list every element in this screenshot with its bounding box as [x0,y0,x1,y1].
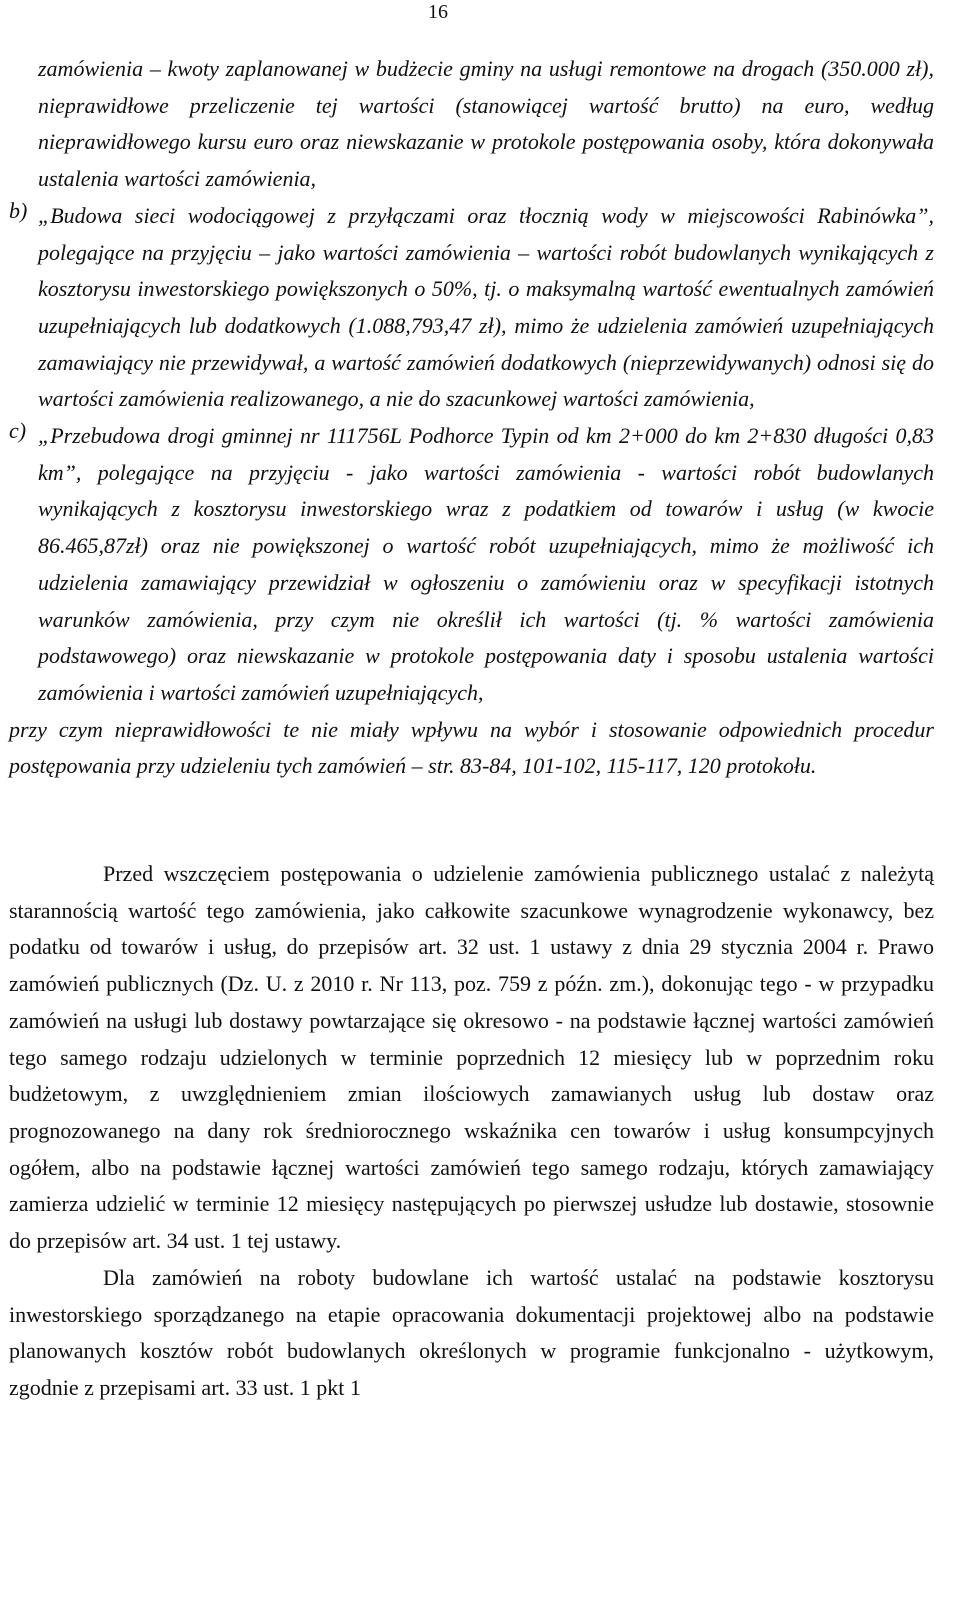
page-number: 16 [428,1,448,23]
list-item-b-text: „Budowa sieci wodociągowej z przyłączami oraz tłocznią wody w miejscowości Rabinówka”, polegające na przyjęciu – jako wartości zamówienia – wartości robót budowlanych wynikających z kosztorysu inwestorskiego powiększonych o 50%, tj. o maksymalną wartość ewentualnych zamówień uzupełniających lub dodatkowych (1.088,793,47 zł), mimo że udzielenia zamówień uzupełniających zamawiający nie przewidywał, a wartość zamówień dodatkowych (nieprzewidywanych) odnosi się do wartości zamówienia realizowanego, a nie do szacunkowej wartości zamówienia, [38,202,934,412]
list-item-c-label: c) [9,418,27,444]
list-item-b [9,198,934,418]
paragraph-spacer [9,785,934,856]
paragraph-1: Przed wszczęciem postępowania o udzielenie zamówienia publicznego ustalać z należytą starannością wartość tego zamówienia, jako całkowite szacunkowe wynagrodzenie wykonawcy, bez podatku od towarów i usług, do przepisów art. 32 ust. 1 ustawy z dnia 29 stycznia 2004 r. Prawo zamówień publicznych (Dz. U. z 2010 r. Nr 113, poz. 759 z późn. zm.), dokonując tego - w przypadku zamówień na usługi lub dostawy powtarzające się okresowo - na podstawie łącznej wartości zamówień tego samego rodzaju udzielonych w terminie poprzednich 12 miesięcy lub w poprzednim roku budżetowym, z uwzględnieniem zmian ilościowych zamawianych usług lub dostaw oraz prognozowanego na dany rok średniorocznego wskaźnika cen towarów i usług konsumpcyjnych ogółem, albo na podstawie łącznej wartości zamówień tego samego rodzaju, których zamawiający zamierza udzielić w terminie 12 miesięcy następujących po pierwszej usłudze lub dostawie, stosownie do przepisów art. 34 ust. 1 tej ustawy. [9,861,934,1254]
conclusion-paragraph: przy czym nieprawidłowości te nie miały wpływu na wybór i stosowanie odpowiednich procedur postępowania przy udzieleniu tych zamówień – str. 83-84, 101-102, 115-117, 120 protokołu. [9,716,934,779]
list-item-b-label: b) [9,197,28,223]
paragraph-2: Dla zamówień na roboty budowlane ich wartość ustalać na podstawie kosztorysu inwestorskiego sporządzanego na etapie opracowania dokumentacji projektowej albo na podstawie planowanych kosztów robót budowlanych określonych w programie funkcjonalno - użytkowym, zgodnie z przepisami art. 33 ust. 1 pkt 1 [9,1264,934,1400]
document-body [9,51,934,1407]
list-item-c [9,418,934,712]
list-item-a-continuation: zamówienia – kwoty zaplanowanej w budżecie gminy na usługi remontowe na drogach (350.000 zł), nieprawidłowe przeliczenie tej wartości (stanowiącej wartość brutto) na euro, według nieprawidłowego kursu euro oraz niewskazanie w protokole postępowania osoby, która dokonywała ustalenia wartości zamówienia, [38,56,934,192]
list-item-c-text: „Przebudowa drogi gminnej nr 111756L Podhorce Typin od km 2+000 do km 2+830 długości 0,83 km”, polegające na przyjęciu - jako wartości zamówienia - wartości robót budowlanych wynikających z kosztorysu inwestorskiego wraz z podatkiem od towarów i usług (w kwocie 86.465,87zł) oraz nie powiększonej o wartość robót uzupełniających, mimo że możliwość ich udzielenia zamawiający przewidział w ogłoszeniu o zamówieniu oraz w specyfikacji istotnych warunków zamówienia, przy czym nie określił ich wartości (tj. % wartości zamówienia podstawowego) oraz niewskazanie w protokole postępowania daty i sposobu ustalenia wartości zamówienia i wartości zamówień uzupełniających, [38,423,934,705]
